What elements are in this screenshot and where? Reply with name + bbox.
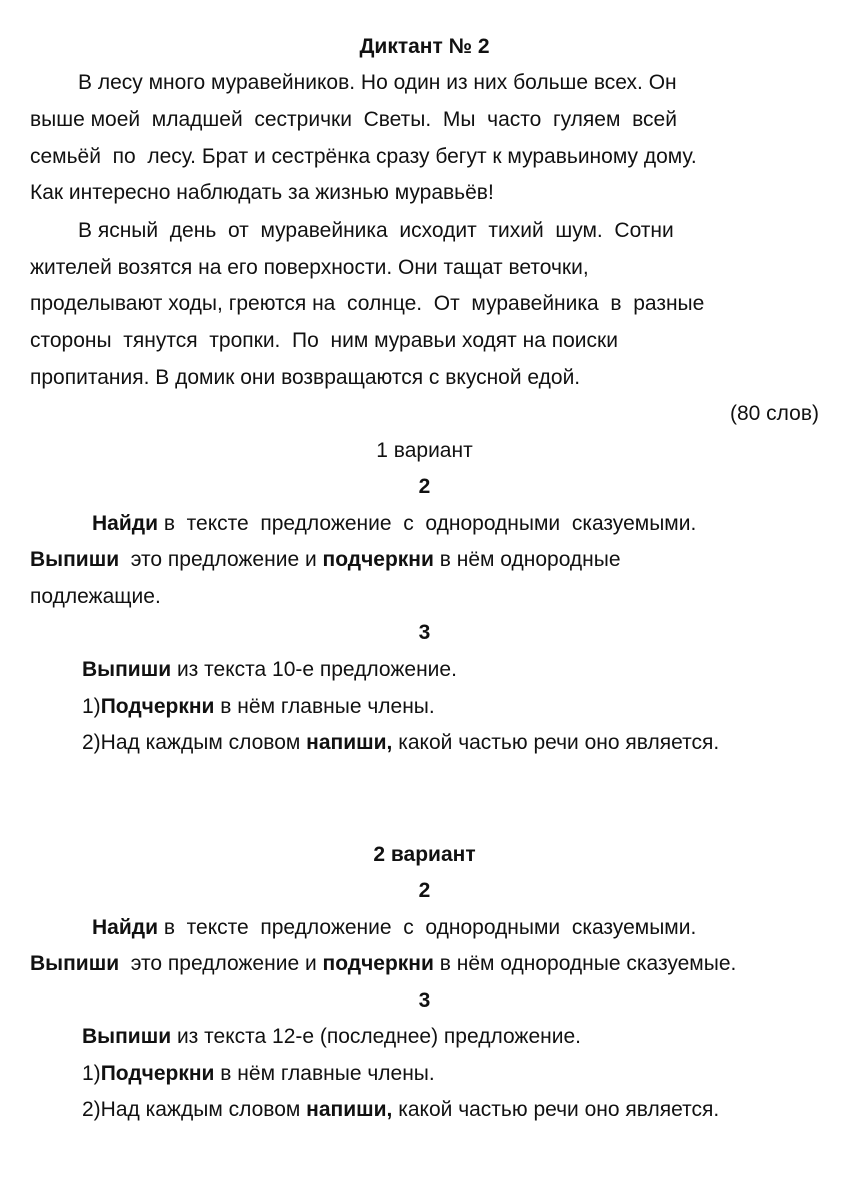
- bold-word: Найди: [92, 916, 158, 939]
- variant1-task2-line3: подлежащие.: [30, 585, 161, 608]
- variant2-task3-number: 3: [418, 989, 431, 1012]
- variant2-task3-line1: [82, 1024, 581, 1050]
- text: в нём главные члены.: [214, 695, 435, 718]
- variant2-task2-line1: [92, 915, 696, 941]
- text-line: стороны тянутся тропки. По ним муравьи ходят на поиски: [30, 329, 618, 352]
- bold-word: Выпиши: [30, 952, 120, 975]
- variant2-task3-line2: [82, 1061, 435, 1087]
- variant1-task3-line2: [82, 694, 435, 720]
- variant1-task2-line2: [30, 547, 621, 573]
- word-count: (80 слов): [729, 402, 819, 425]
- text: 2)Над каждым словом: [82, 731, 307, 754]
- bold-word: Подчеркни: [100, 695, 215, 718]
- variant1-task2-line1: [92, 511, 696, 537]
- bold-word: Выпиши: [30, 548, 120, 571]
- variant1-title: 1 вариант: [376, 439, 473, 462]
- variant2-task2-line2: [30, 951, 736, 977]
- text-line: В лесу много муравейников. Но один из них больше всех. Он: [78, 71, 677, 94]
- text: это предложение и: [119, 548, 323, 571]
- text: в нём главные члены.: [214, 1062, 435, 1085]
- text: из текста 12-е (последнее) предложение.: [171, 1025, 581, 1048]
- text: 2)Над каждым словом: [82, 1098, 307, 1121]
- bold-word: Выпиши: [82, 658, 172, 681]
- bold-word: Выпиши: [82, 1025, 172, 1048]
- variant2-title: 2 вариант: [373, 843, 476, 866]
- variant1-task2-number: 2: [418, 475, 431, 498]
- text: в нём однородные сказуемые.: [433, 952, 737, 975]
- text: какой частью речи оно является.: [392, 1098, 720, 1121]
- document-title: Диктант № 2: [359, 35, 490, 58]
- bold-word: Найди: [92, 512, 158, 535]
- bold-word: Подчеркни: [100, 1062, 215, 1085]
- variant1-task3-line3: [82, 730, 719, 756]
- text: 1): [82, 695, 101, 718]
- text: в нём однородные: [433, 548, 621, 571]
- text: в тексте предложение с однородными сказуемыми.: [158, 916, 697, 939]
- text: в тексте предложение с однородными сказуемыми.: [158, 512, 697, 535]
- text-line: проделывают ходы, греются на солнце. От муравейника в разные: [30, 292, 705, 315]
- bold-word: подчеркни: [322, 952, 434, 975]
- variant2-task2-number: 2: [418, 879, 431, 902]
- text-line: семьёй по лесу. Брат и сестрёнка сразу бегут к муравьиному дому.: [30, 145, 697, 168]
- text: 1): [82, 1062, 101, 1085]
- text-line: выше моей младшей сестрички Светы. Мы часто гуляем всей: [30, 108, 677, 131]
- variant2-task3-line3: [82, 1097, 719, 1123]
- variant1-task3-line1: [82, 657, 457, 683]
- bold-word: напиши,: [306, 1098, 393, 1121]
- text: это предложение и: [119, 952, 323, 975]
- text: из текста 10-е предложение.: [171, 658, 457, 681]
- text-line: В ясный день от муравейника исходит тихий шум. Сотни: [78, 219, 674, 242]
- bold-word: подчеркни: [322, 548, 434, 571]
- text-line: Как интересно наблюдать за жизнью муравьёв!: [30, 181, 494, 204]
- text-line: пропитания. В домик они возвращаются с вкусной едой.: [30, 366, 581, 389]
- text-line: жителей возятся на его поверхности. Они тащат веточки,: [30, 256, 589, 279]
- text: какой частью речи оно является.: [392, 731, 720, 754]
- bold-word: напиши,: [306, 731, 393, 754]
- variant1-task3-number: 3: [418, 621, 431, 644]
